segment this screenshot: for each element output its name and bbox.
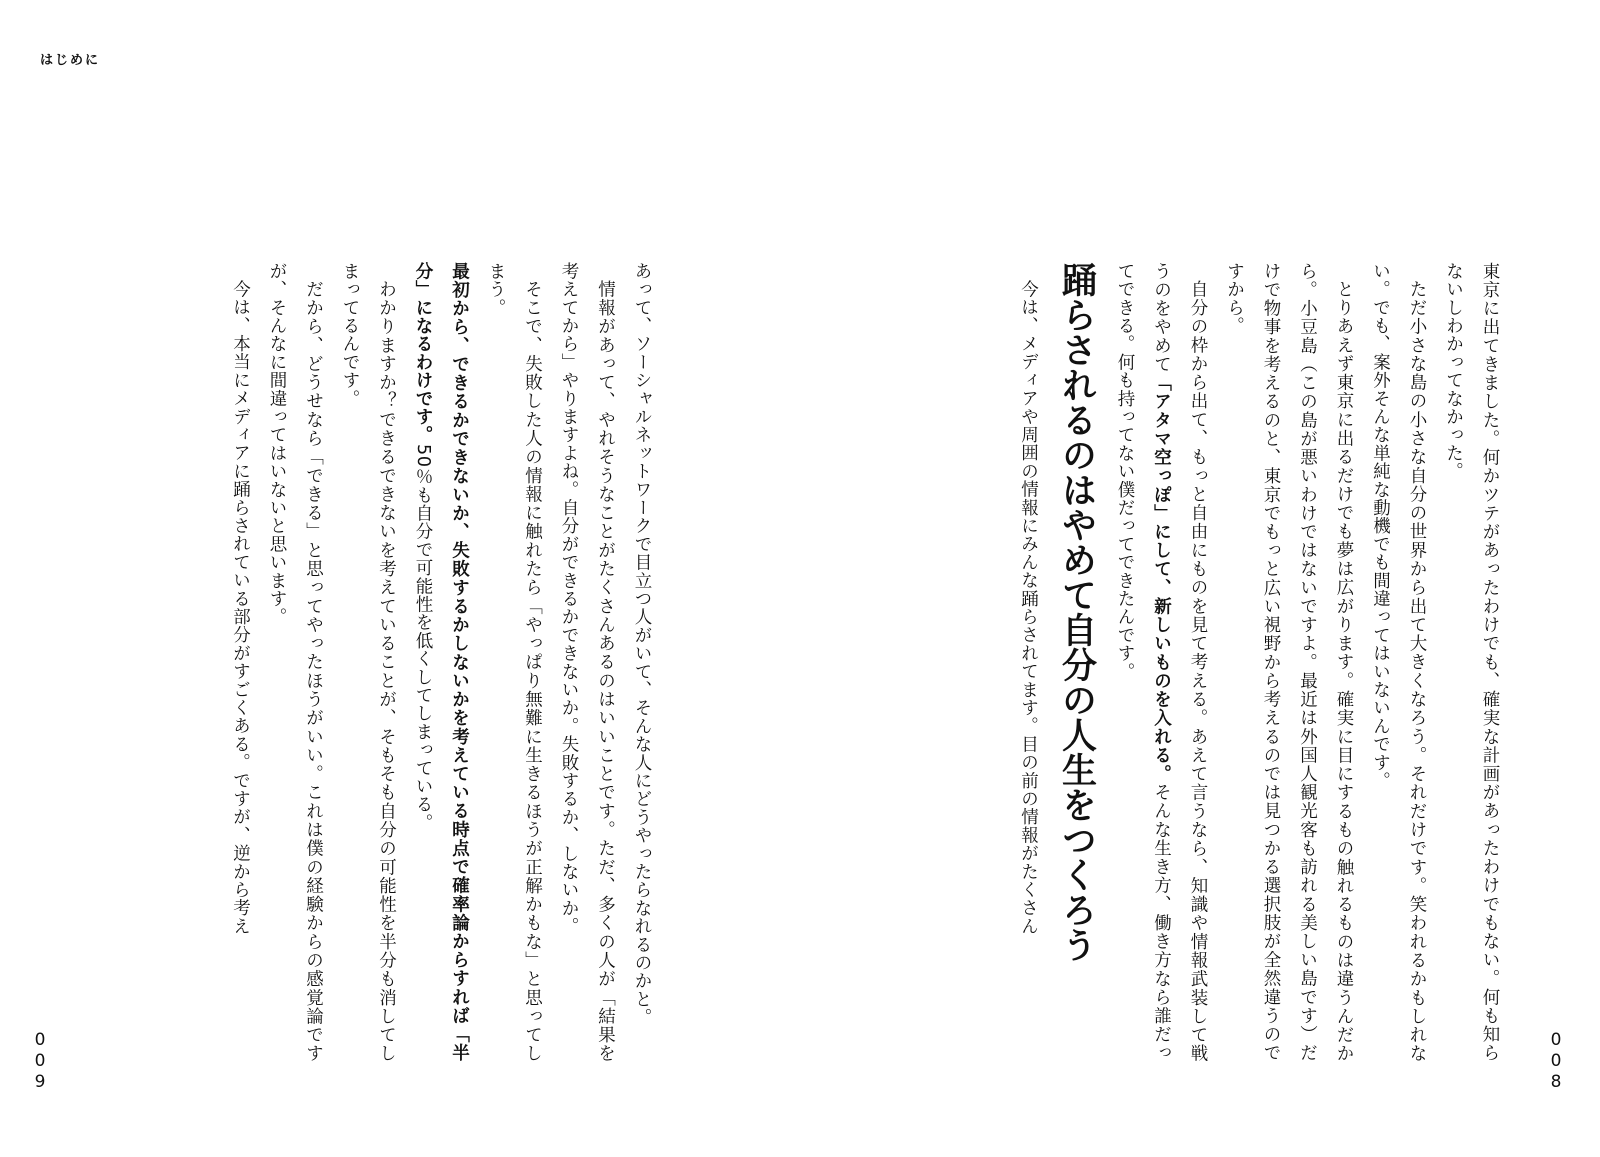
paragraph bbox=[1107, 262, 1217, 1062]
paragraph: 情報があって、やれそうなことがたくさんあるのはいいことです。ただ、多くの人が「結果を考えてから」やりますよね。自分ができるかできないか。失敗するか、しないか。 bbox=[559, 262, 616, 1062]
paragraph: だから、どうせなら「できる」と思ってやったほうがいい。これは僕の経験からの感覚論ですが、そんなに間違ってはいないと思います。 bbox=[267, 262, 324, 1062]
bold-text: 「アタマ空っぽ」 bbox=[1151, 373, 1172, 523]
text: 50％も自分で可能性を低くしてしまっている。 bbox=[413, 444, 433, 832]
paragraph: そこで、失敗した人の情報に触れたら「やっぱり無難に生きるほうが正解かもな」と思ってしまう。 bbox=[486, 262, 543, 1062]
section-title: はじめに bbox=[40, 53, 101, 68]
section-heading: 踊らされるのはやめて自分の人生をつくろう bbox=[1056, 262, 1097, 962]
page-number-008: 008 bbox=[1546, 1030, 1566, 1093]
bold-text: 最初から、できるかできないか、失敗するかしないかを考えている時点で確率論からすれば bbox=[449, 262, 470, 1026]
page-number-009: 009 bbox=[30, 1030, 50, 1093]
page-008-body bbox=[928, 262, 1508, 1062]
bold-text: にして、 bbox=[1151, 522, 1172, 598]
text: 自分の枠から出て、もっと自由にものを見て考える。あえて言うなら、知識や情報武装して戦うのをやめて bbox=[1151, 262, 1208, 1062]
bold-text: 「半分」 bbox=[413, 262, 470, 1062]
paragraph: 今は、メディアや周囲の情報にみんな踊らされてます。目の前の情報がたくさん bbox=[1018, 279, 1039, 935]
paragraph bbox=[405, 262, 478, 1062]
paragraph: わかりますか？できるできないを考えていることが、そもそも自分の可能性を半分も消してしまってるんです。 bbox=[340, 262, 397, 1062]
text: そんな生き方、働き方なら誰だってできる。何も持ってない僕だってできたんです。 bbox=[1115, 262, 1172, 1062]
paragraph: ただ小さな島の小さな自分の世界から出て大きくなろう。それだけです。笑われるかもしれない。でも、案外そんな単純な動機でも間違ってはいないんです。 bbox=[1370, 262, 1427, 1062]
paragraph: 今は、本当にメディアに踊らされている部分がすごくある。ですが、逆から考え bbox=[230, 279, 251, 935]
page-009-body bbox=[120, 262, 660, 1062]
paragraph: とりあえず東京に出るだけでも夢は広がります。確実に目にするもの触れるものは違うんだから。小豆島（この島が悪いわけではないですよ。最近は外国人観光客も訪れる美しい島です）だけで物事を考えるのと、東京でもっと広い視野から考えるのでは見つかる選択肢が全然違うのですから。 bbox=[1224, 262, 1354, 1062]
bold-text: 新しいものを入れる。 bbox=[1151, 597, 1172, 784]
paragraph: 東京に出てきました。何かツテがあったわけでも、確実な計画があったわけでもない。何も知らないしわかってなかった。 bbox=[1443, 262, 1500, 1062]
bold-text: になるわけです。 bbox=[413, 298, 433, 445]
paragraph: あって、ソーシャルネットワークで目立つ人がいて、そんな人にどうやったらなれるのかと。 bbox=[632, 262, 652, 1027]
